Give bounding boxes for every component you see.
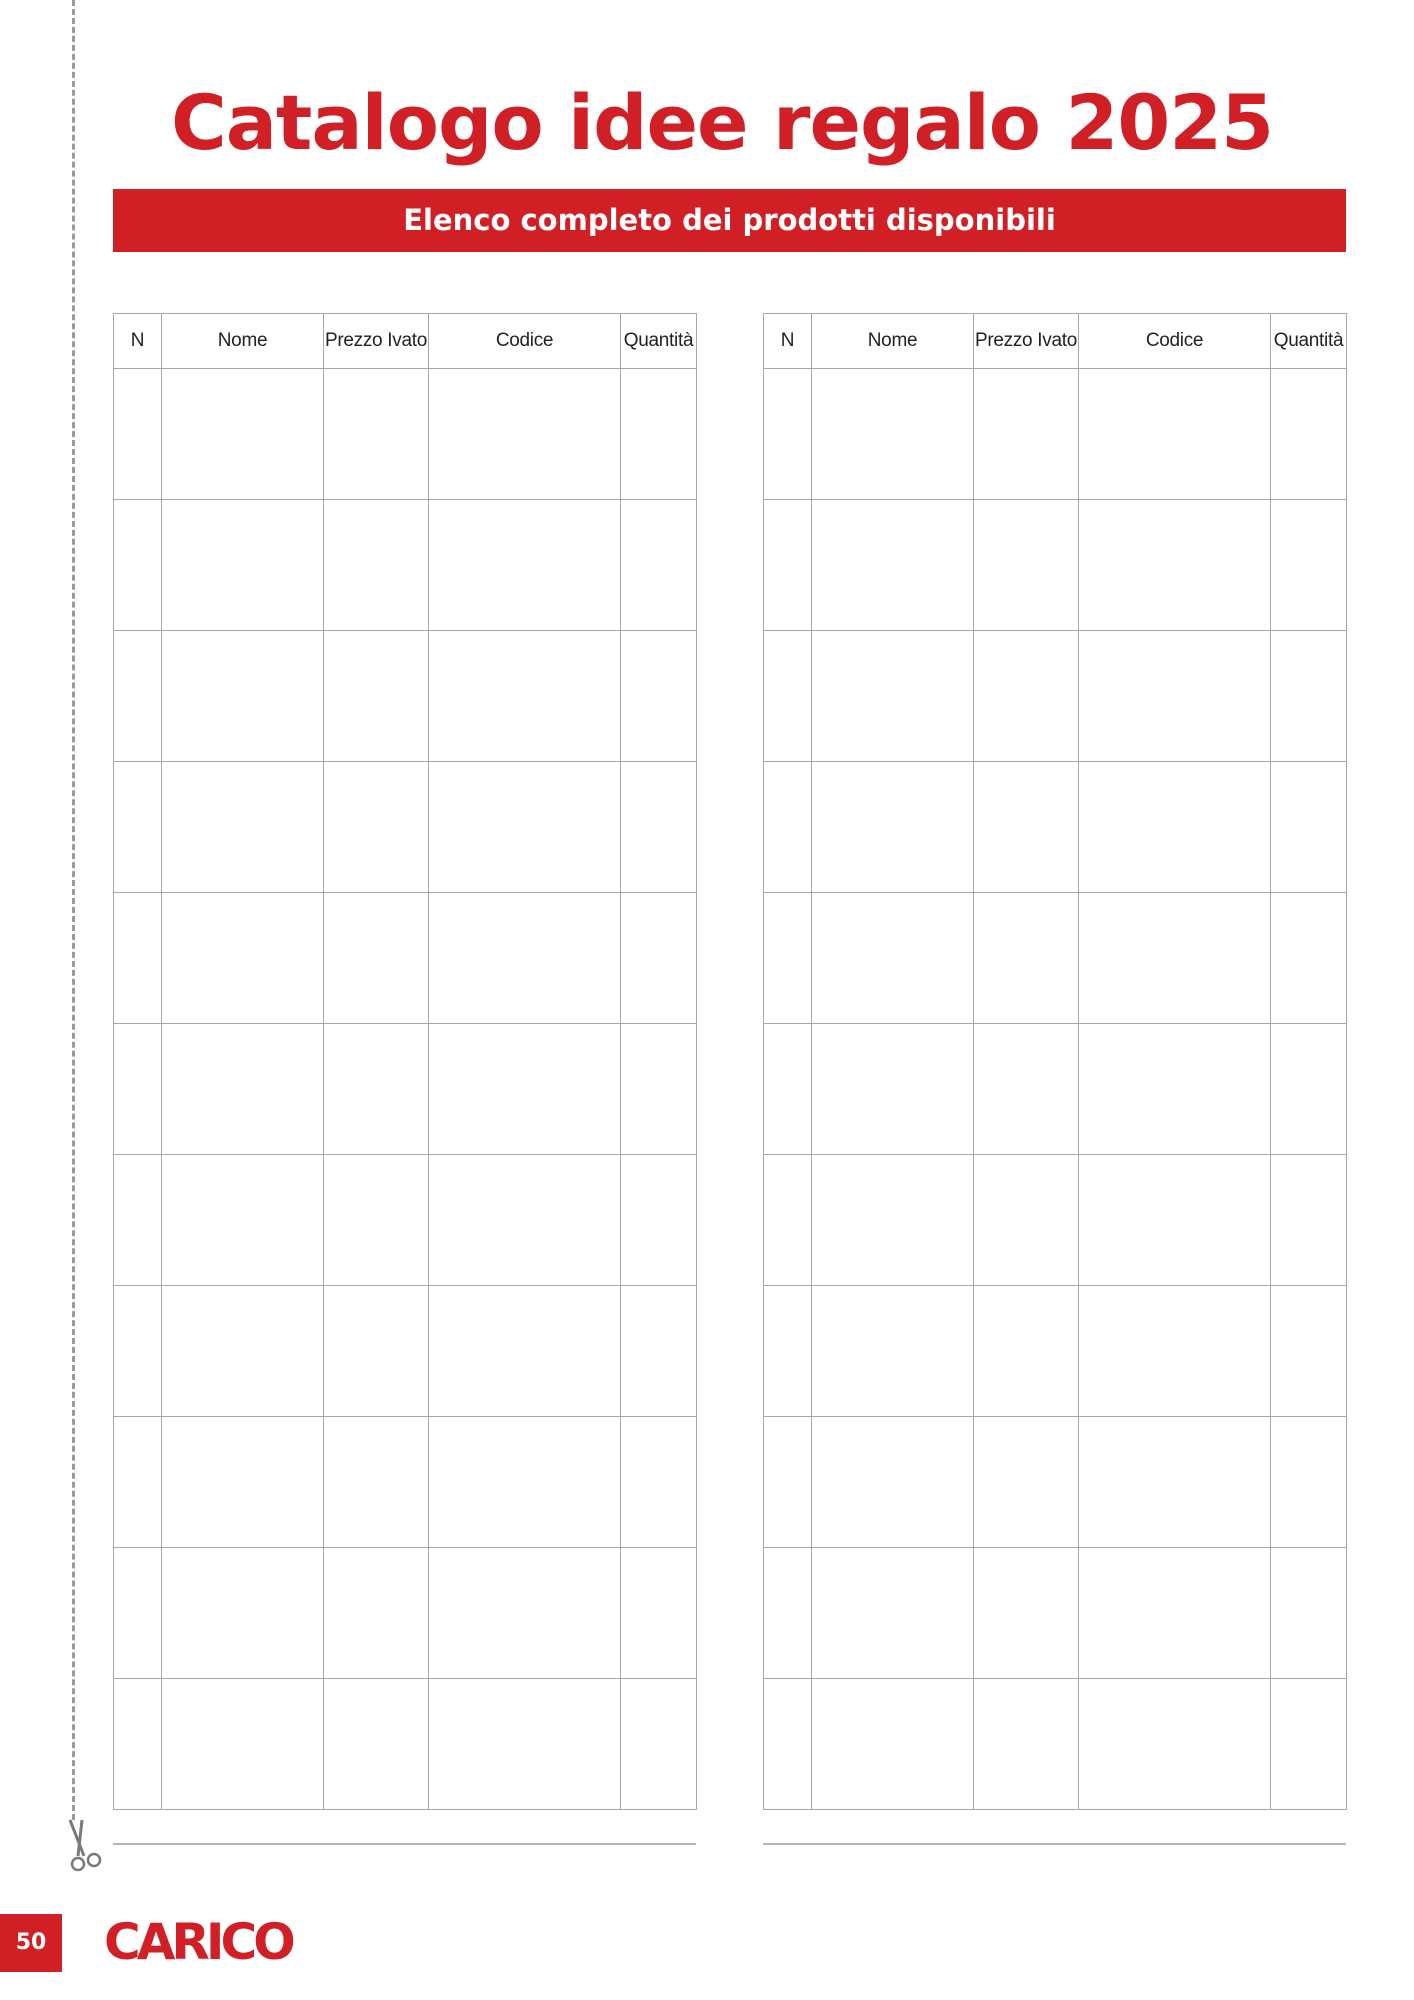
cut-line xyxy=(72,0,75,1820)
column-header-name: Nome xyxy=(812,314,974,369)
cell-price xyxy=(324,762,429,893)
bottom-rule-left xyxy=(113,1843,696,1845)
cell-quantity xyxy=(1271,1286,1347,1417)
cell-quantity xyxy=(1271,1417,1347,1548)
cell-quantity xyxy=(621,1024,697,1155)
table-row xyxy=(114,762,697,893)
cell-price xyxy=(324,893,429,1024)
cell-quantity xyxy=(1271,369,1347,500)
cell-code xyxy=(1079,1286,1271,1417)
cell-quantity xyxy=(621,631,697,762)
cell-price xyxy=(974,1417,1079,1548)
cell-number xyxy=(764,1155,812,1286)
table-row xyxy=(114,893,697,1024)
cell-name xyxy=(812,369,974,500)
table-row xyxy=(764,1679,1347,1810)
cell-price xyxy=(324,369,429,500)
cell-name xyxy=(162,1155,324,1286)
cell-quantity xyxy=(1271,762,1347,893)
cell-price xyxy=(974,1679,1079,1810)
subtitle-banner: Elenco completo dei prodotti disponibili xyxy=(113,189,1346,252)
cell-name xyxy=(812,1548,974,1679)
cell-quantity xyxy=(1271,1548,1347,1679)
cell-quantity xyxy=(621,762,697,893)
cell-price xyxy=(324,1679,429,1810)
cell-quantity xyxy=(1271,631,1347,762)
cell-price xyxy=(974,500,1079,631)
cell-name xyxy=(162,1286,324,1417)
table-header-row xyxy=(114,314,697,369)
cell-quantity xyxy=(621,1417,697,1548)
column-header-quantity: Quantità xyxy=(1271,314,1347,369)
cell-quantity xyxy=(1271,893,1347,1024)
cell-name xyxy=(812,762,974,893)
cell-name xyxy=(162,631,324,762)
cell-code xyxy=(429,1286,621,1417)
cell-code xyxy=(429,762,621,893)
cell-price xyxy=(324,1286,429,1417)
cell-price xyxy=(974,369,1079,500)
cell-code xyxy=(429,1679,621,1810)
cell-code xyxy=(429,1417,621,1548)
cell-code xyxy=(1079,1679,1271,1810)
table-row xyxy=(114,1548,697,1679)
cell-quantity xyxy=(1271,1679,1347,1810)
page-title: Catalogo idee regalo 2025 xyxy=(171,78,1273,167)
cell-number xyxy=(114,893,162,1024)
cell-name xyxy=(812,1286,974,1417)
cell-quantity xyxy=(1271,1024,1347,1155)
order-rows-left xyxy=(114,369,697,1810)
cell-price xyxy=(974,762,1079,893)
cell-number xyxy=(114,1548,162,1679)
order-rows-right xyxy=(764,369,1347,1810)
cell-quantity xyxy=(621,893,697,1024)
cell-quantity xyxy=(1271,500,1347,631)
cell-price xyxy=(974,1548,1079,1679)
cell-quantity xyxy=(621,369,697,500)
cell-price xyxy=(324,1024,429,1155)
cell-price xyxy=(324,1155,429,1286)
cell-number xyxy=(764,500,812,631)
cell-name xyxy=(162,369,324,500)
cell-code xyxy=(429,1155,621,1286)
cell-code xyxy=(1079,1155,1271,1286)
cell-price xyxy=(974,893,1079,1024)
column-header-price: Prezzo Ivato xyxy=(974,314,1079,369)
cell-code xyxy=(1079,1417,1271,1548)
cell-price xyxy=(324,631,429,762)
table-row xyxy=(764,1417,1347,1548)
cell-number xyxy=(114,369,162,500)
brand-logo: CARICO xyxy=(104,1913,292,1971)
cell-number xyxy=(114,1679,162,1810)
bottom-rule-right xyxy=(763,1843,1346,1845)
cell-number xyxy=(114,1286,162,1417)
table-row xyxy=(764,1286,1347,1417)
cell-price xyxy=(324,500,429,631)
cell-code xyxy=(429,893,621,1024)
cell-number xyxy=(764,631,812,762)
cell-name xyxy=(162,762,324,893)
cell-number xyxy=(114,631,162,762)
order-table-left xyxy=(113,313,697,1810)
cell-number xyxy=(114,1417,162,1548)
cell-price xyxy=(974,1286,1079,1417)
cell-number xyxy=(764,893,812,1024)
cell-name xyxy=(162,893,324,1024)
page-number: 50 xyxy=(0,1914,62,1972)
cell-name xyxy=(812,631,974,762)
cell-number xyxy=(764,1286,812,1417)
table-row xyxy=(764,631,1347,762)
cell-name xyxy=(162,1679,324,1810)
cell-name xyxy=(162,1417,324,1548)
cell-quantity xyxy=(621,1155,697,1286)
table-row xyxy=(764,762,1347,893)
column-header-price: Prezzo Ivato xyxy=(324,314,429,369)
table-row xyxy=(114,1286,697,1417)
table-row xyxy=(114,631,697,762)
cell-price xyxy=(974,1024,1079,1155)
table-row xyxy=(114,1155,697,1286)
cell-quantity xyxy=(621,1548,697,1679)
cell-name xyxy=(162,500,324,631)
column-header-code: Codice xyxy=(429,314,621,369)
cell-number xyxy=(114,1024,162,1155)
scissors-icon xyxy=(64,1818,116,1878)
cell-number xyxy=(764,1024,812,1155)
cell-number xyxy=(114,1155,162,1286)
cell-price xyxy=(974,631,1079,762)
cell-name xyxy=(812,500,974,631)
cell-name xyxy=(812,1155,974,1286)
table-header-row xyxy=(764,314,1347,369)
table-row xyxy=(764,1548,1347,1679)
column-header-number: N xyxy=(114,314,162,369)
column-header-name: Nome xyxy=(162,314,324,369)
cell-price xyxy=(324,1548,429,1679)
cell-name xyxy=(162,1548,324,1679)
cell-quantity xyxy=(621,500,697,631)
column-header-number: N xyxy=(764,314,812,369)
cell-code xyxy=(429,1024,621,1155)
cell-number xyxy=(114,500,162,631)
table-row xyxy=(114,1679,697,1810)
table-row xyxy=(764,893,1347,1024)
table-row xyxy=(114,1417,697,1548)
cell-number xyxy=(114,762,162,893)
order-table-right xyxy=(763,313,1347,1810)
cell-name xyxy=(162,1024,324,1155)
cell-code xyxy=(1079,500,1271,631)
cell-number xyxy=(764,762,812,893)
cell-code xyxy=(1079,631,1271,762)
table-row xyxy=(114,1024,697,1155)
cell-number xyxy=(764,1548,812,1679)
cell-name xyxy=(812,893,974,1024)
cell-number xyxy=(764,1417,812,1548)
column-header-code: Codice xyxy=(1079,314,1271,369)
cell-code xyxy=(429,631,621,762)
cell-code xyxy=(1079,762,1271,893)
cell-quantity xyxy=(1271,1155,1347,1286)
table-row xyxy=(764,369,1347,500)
table-row xyxy=(764,1024,1347,1155)
cell-quantity xyxy=(621,1679,697,1810)
cell-code xyxy=(1079,1024,1271,1155)
cell-name xyxy=(812,1679,974,1810)
table-row xyxy=(764,1155,1347,1286)
table-row xyxy=(114,369,697,500)
cell-quantity xyxy=(621,1286,697,1417)
table-row xyxy=(114,500,697,631)
cell-price xyxy=(324,1417,429,1548)
cell-number xyxy=(764,369,812,500)
cell-name xyxy=(812,1417,974,1548)
cell-code xyxy=(429,1548,621,1679)
cell-price xyxy=(974,1155,1079,1286)
table-row xyxy=(764,500,1347,631)
cell-name xyxy=(812,1024,974,1155)
cell-code xyxy=(1079,893,1271,1024)
cell-code xyxy=(1079,1548,1271,1679)
column-header-quantity: Quantità xyxy=(621,314,697,369)
cell-code xyxy=(1079,369,1271,500)
cell-number xyxy=(764,1679,812,1810)
cell-code xyxy=(429,369,621,500)
cell-code xyxy=(429,500,621,631)
